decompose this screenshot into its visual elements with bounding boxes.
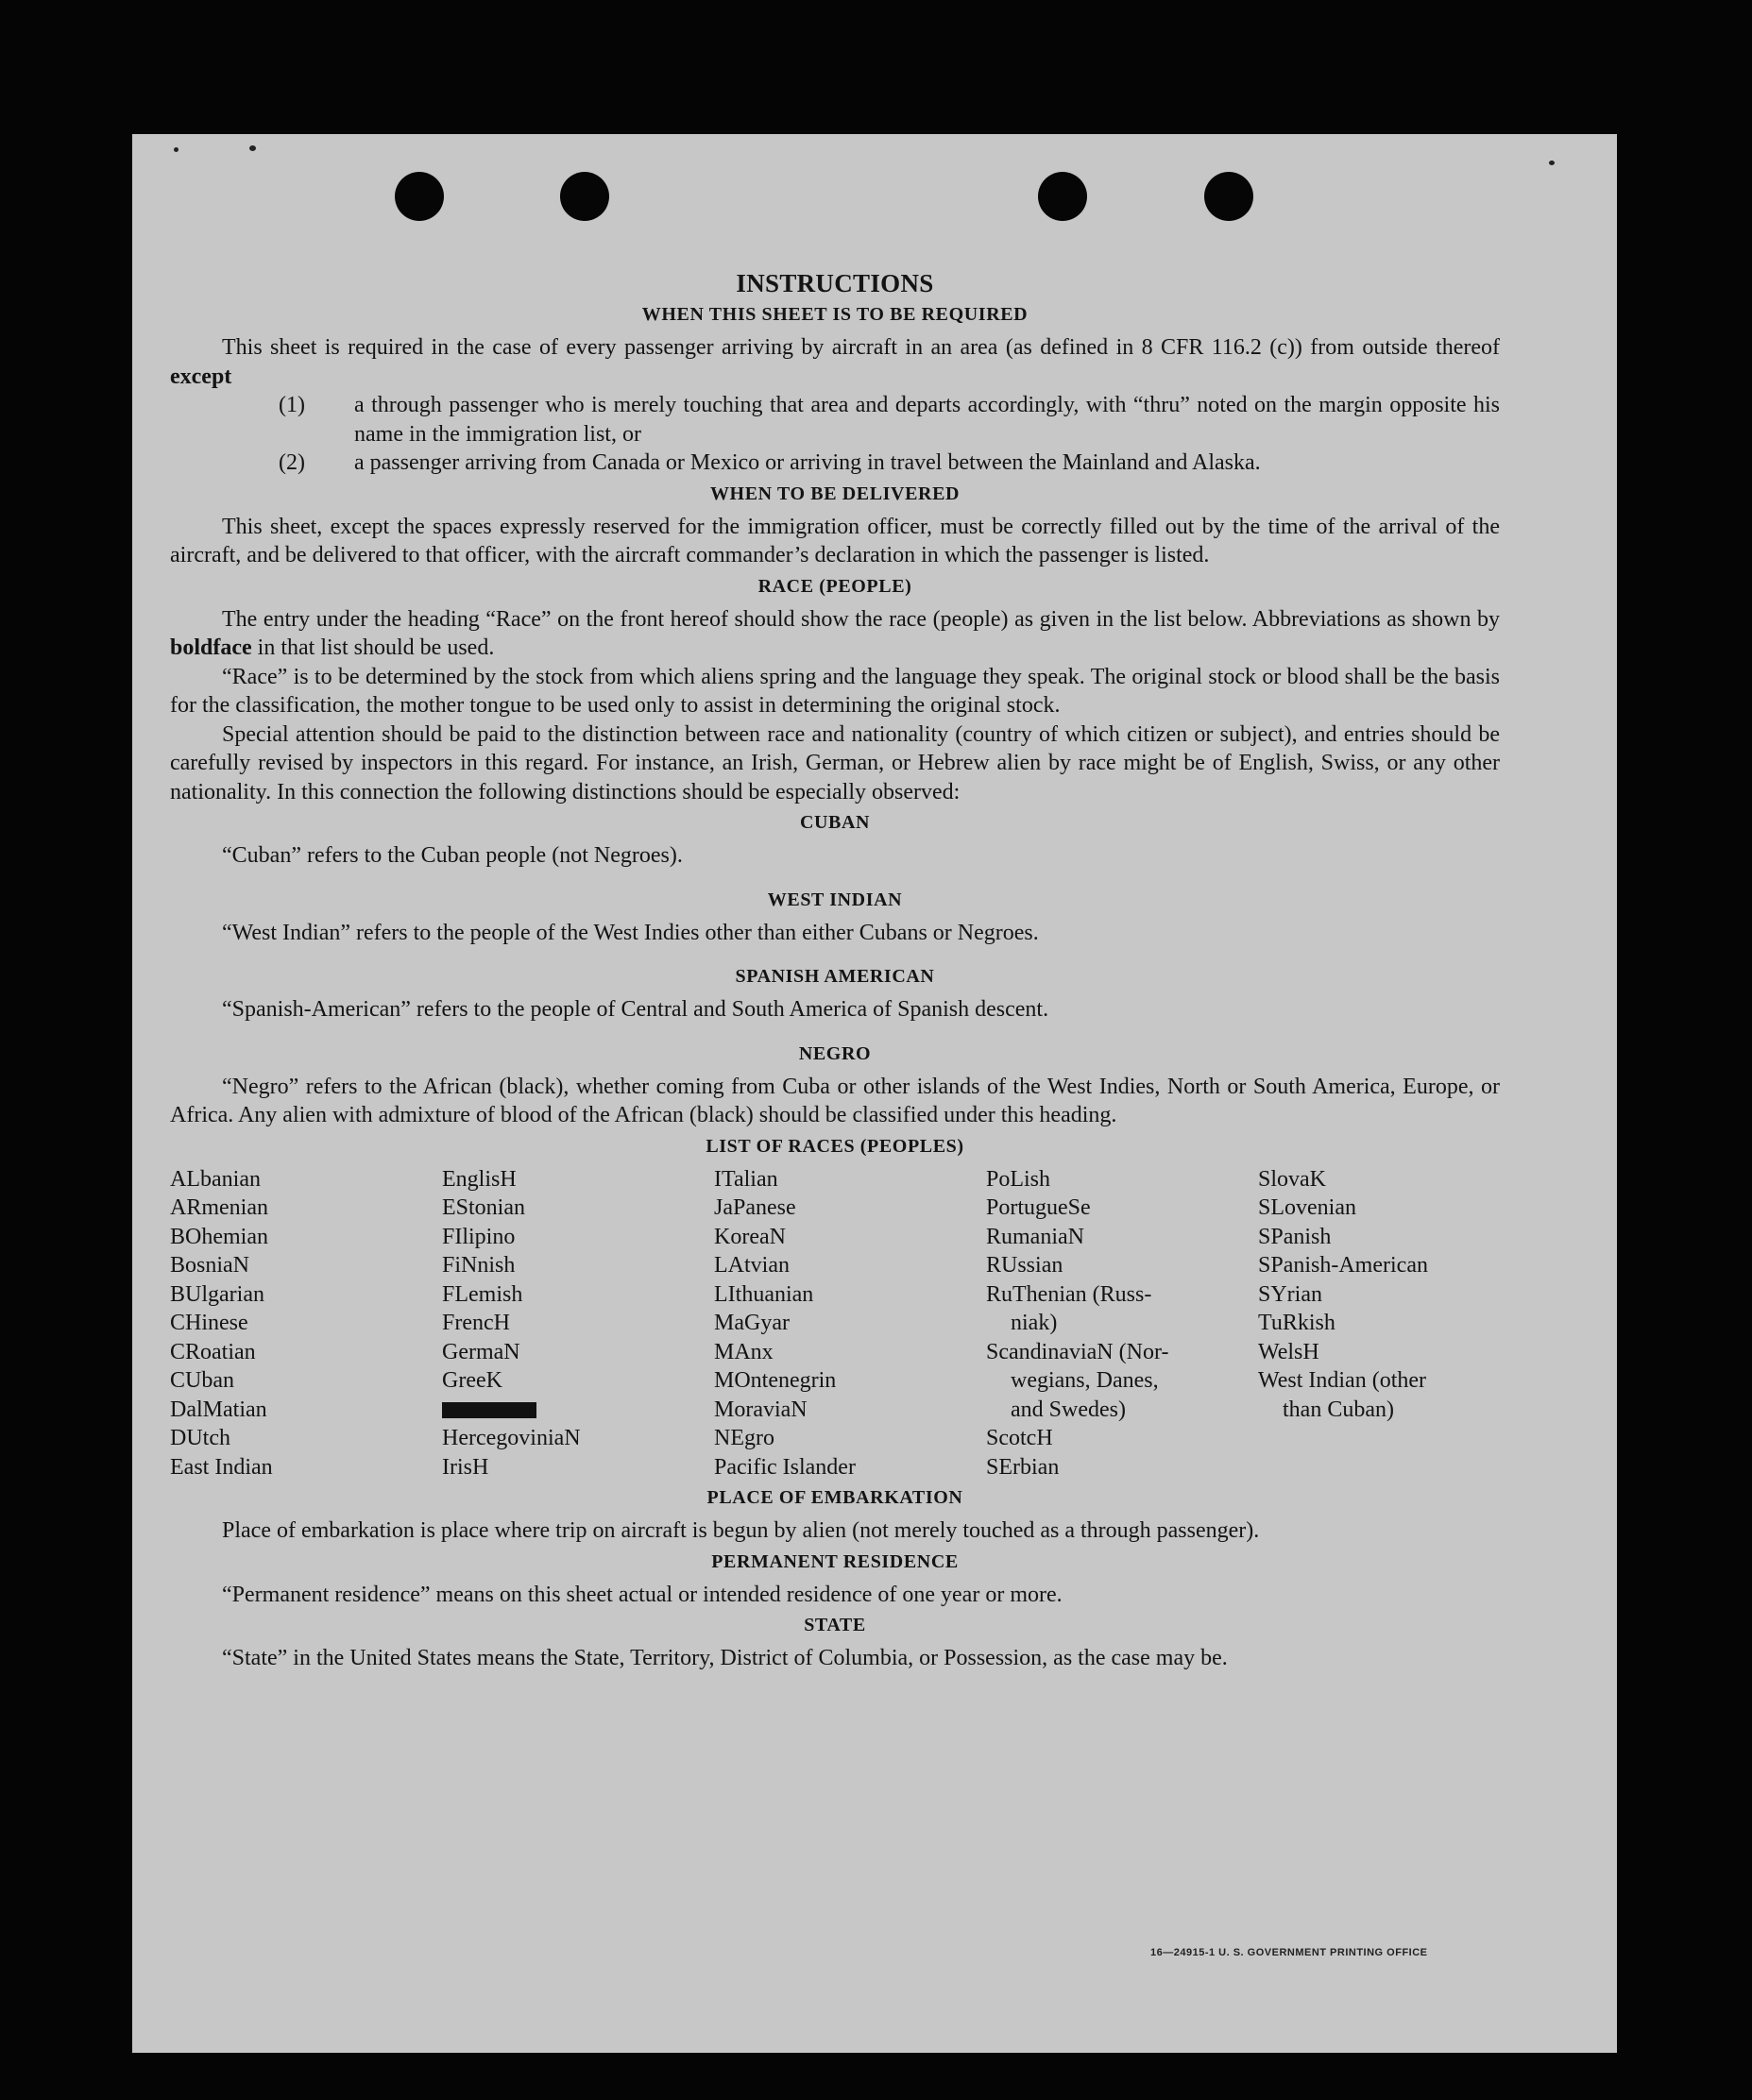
race-entry: HercegoviniaN bbox=[442, 1426, 581, 1450]
race-entry: IrisH bbox=[442, 1454, 489, 1480]
punch-hole bbox=[1038, 172, 1087, 221]
race-entry: West Indian (other bbox=[1258, 1368, 1427, 1393]
races-column bbox=[442, 1165, 714, 1482]
race-entry: MaGyar bbox=[714, 1311, 790, 1335]
races-column bbox=[170, 1165, 442, 1482]
exception-item: (1) a through passenger who is merely touching that area and departs accordingly, with “thru” noted on the margin opposite his name in the immigration list, or bbox=[279, 393, 1500, 447]
race-entry: LIthuanian bbox=[714, 1281, 814, 1307]
race-entry: FLemish bbox=[442, 1281, 523, 1307]
required-intro: This sheet is required in the case of every passenger arriving by aircraft in an area (as defined in 8 CFR 116.2 (c)) from outside thereof except bbox=[170, 335, 1500, 389]
document-sheet bbox=[132, 134, 1617, 2053]
race-entry: niak) bbox=[1011, 1311, 1058, 1335]
race-entry: PortugueSe bbox=[986, 1195, 1091, 1220]
races-column bbox=[714, 1165, 986, 1482]
race-entry: SlovaK bbox=[1258, 1166, 1326, 1192]
race-entry: ITalian bbox=[714, 1166, 778, 1192]
race-entry: GermaN bbox=[442, 1339, 520, 1364]
races-column bbox=[986, 1165, 1258, 1482]
race-entry: PoLish bbox=[986, 1166, 1051, 1192]
residence-text: “Permanent residence” means on this sheet actual or intended residence of one year or more. bbox=[222, 1582, 1063, 1607]
race-entry: RumaniaN bbox=[986, 1224, 1084, 1249]
section-heading-delivered: WHEN TO BE DELIVERED bbox=[709, 483, 961, 504]
punch-hole bbox=[1204, 172, 1253, 221]
scan-speck bbox=[249, 145, 256, 151]
race-entry: ScotcH bbox=[986, 1426, 1053, 1450]
race-entry: TuRkish bbox=[1258, 1311, 1335, 1335]
race-paragraph-2: “Race” is to be determined by the stock from which aliens spring and the language they speak. The original stock or blood shall be the basis for the classification, the mother tongue to be used only to assist in determining the original stock. bbox=[170, 664, 1500, 718]
race-entry: MAnx bbox=[714, 1339, 774, 1364]
race-entry: FIlipino bbox=[442, 1224, 516, 1249]
section-heading-residence: PERMANENT RESIDENCE bbox=[711, 1550, 959, 1572]
race-entry: MoraviaN bbox=[714, 1397, 808, 1422]
race-entry: BOhemian bbox=[170, 1224, 268, 1249]
scan-speck bbox=[1549, 161, 1555, 165]
race-entry: GreeK bbox=[442, 1368, 502, 1393]
section-heading-race: RACE (PEOPLE) bbox=[757, 575, 912, 597]
redacted-entry bbox=[442, 1396, 714, 1425]
race-entry: wegians, Danes, bbox=[1011, 1368, 1159, 1393]
cuban-text: “Cuban” refers to the Cuban people (not Negroes). bbox=[222, 843, 683, 868]
race-paragraph-1: The entry under the heading “Race” on the front hereof should show the race (people) as given in the list below. Abbreviations as shown by boldface in that list should be used. bbox=[170, 606, 1500, 660]
state-text: “State” in the United States means the State, Territory, District of Columbia, or Possession, as the case may be. bbox=[222, 1646, 1228, 1670]
race-entry: CRoatian bbox=[170, 1339, 256, 1364]
printer-imprint: 16—24915-1 U. S. GOVERNMENT PRINTING OFFICE bbox=[1150, 1947, 1428, 1958]
race-entry: WelsH bbox=[1258, 1339, 1319, 1364]
race-entry: Pacific Islander bbox=[714, 1454, 856, 1480]
race-entry: NEgro bbox=[714, 1426, 774, 1450]
race-entry: RUssian bbox=[986, 1253, 1063, 1278]
race-entry: SPanish-American bbox=[1258, 1253, 1428, 1278]
race-entry: BosniaN bbox=[170, 1253, 249, 1278]
race-entry: ALbanian bbox=[170, 1166, 261, 1192]
section-heading-cuban: CUBAN bbox=[799, 812, 871, 833]
race-entry: and Swedes) bbox=[1011, 1397, 1126, 1422]
negro-text: “Negro” refers to the African (black), whether coming from Cuba or other islands of the West Indies, North or South America, Europe, or Africa. Any alien with admixture of blood of the African (black) should be classified under this heading. bbox=[170, 1074, 1500, 1127]
race-entry: JaPanese bbox=[714, 1195, 796, 1220]
race-entry: BUlgarian bbox=[170, 1281, 264, 1307]
race-entry: ARmenian bbox=[170, 1195, 268, 1220]
races-list bbox=[170, 1165, 1500, 1482]
exception-item: (2) a passenger arriving from Canada or Mexico or arriving in travel between the Mainland and Alaska. bbox=[279, 450, 1261, 475]
section-heading-embarkation: PLACE OF EMBARKATION bbox=[706, 1487, 963, 1508]
race-entry: EnglisH bbox=[442, 1166, 517, 1192]
race-entry: SPanish bbox=[1258, 1224, 1332, 1249]
section-heading-state: STATE bbox=[804, 1615, 866, 1635]
race-entry: LAtvian bbox=[714, 1253, 790, 1278]
race-entry: EStonian bbox=[442, 1195, 525, 1220]
section-heading-races-list: LIST OF RACES (PEOPLES) bbox=[706, 1135, 964, 1157]
race-entry: MOntenegrin bbox=[714, 1368, 837, 1393]
race-entry: CHinese bbox=[170, 1311, 248, 1335]
instructions-content bbox=[170, 269, 1500, 1673]
section-heading-negro: NEGRO bbox=[798, 1042, 872, 1064]
races-column bbox=[1258, 1165, 1530, 1482]
race-entry: FrencH bbox=[442, 1311, 510, 1335]
punch-hole bbox=[395, 172, 444, 221]
embarkation-text: Place of embarkation is place where trip on aircraft is begun by alien (not merely touched as a through passenger). bbox=[222, 1518, 1260, 1543]
race-entry: FiNnish bbox=[442, 1253, 516, 1278]
scan-speck bbox=[174, 147, 179, 152]
page-title: INSTRUCTIONS bbox=[736, 269, 934, 297]
race-entry: SLovenian bbox=[1258, 1195, 1356, 1220]
race-entry: DUtch bbox=[170, 1426, 230, 1450]
punch-hole bbox=[560, 172, 609, 221]
race-entry: KoreaN bbox=[714, 1224, 786, 1249]
race-entry: CUban bbox=[170, 1368, 234, 1393]
section-heading-required: WHEN THIS SHEET IS TO BE REQUIRED bbox=[641, 304, 1029, 325]
race-entry: SErbian bbox=[986, 1454, 1060, 1480]
race-entry: RuThenian (Russ- bbox=[986, 1281, 1152, 1307]
west-indian-text: “West Indian” refers to the people of the West Indies other than either Cubans or Negroes. bbox=[222, 920, 1039, 945]
race-entry: than Cuban) bbox=[1283, 1397, 1394, 1422]
race-entry: SYrian bbox=[1258, 1281, 1322, 1307]
race-entry: East Indian bbox=[170, 1454, 273, 1480]
delivered-text: This sheet, except the spaces expressly reserved for the immigration officer, must be correctly filled out by the time of the arrival of the aircraft, and be delivered to that officer, with the aircraft commander’s declaration in which the passenger is listed. bbox=[170, 514, 1500, 567]
spanish-american-text: “Spanish-American” refers to the people of Central and South America of Spanish descent. bbox=[222, 997, 1049, 1022]
race-paragraph-3: Special attention should be paid to the distinction between race and nationality (country of which citizen or subject), and entries should be carefully revised by inspectors in this regard. For instance, an Irish, German, or Hebrew alien by race might be of English, Swiss, or any other nationality. In this connection the following distinctions should be especially observed: bbox=[170, 721, 1500, 804]
section-heading-west-indian: WEST INDIAN bbox=[767, 889, 903, 910]
race-entry: ScandinaviaN (Nor- bbox=[986, 1339, 1169, 1364]
section-heading-spanish-american: SPANISH AMERICAN bbox=[735, 966, 935, 987]
race-entry: DalMatian bbox=[170, 1397, 267, 1422]
